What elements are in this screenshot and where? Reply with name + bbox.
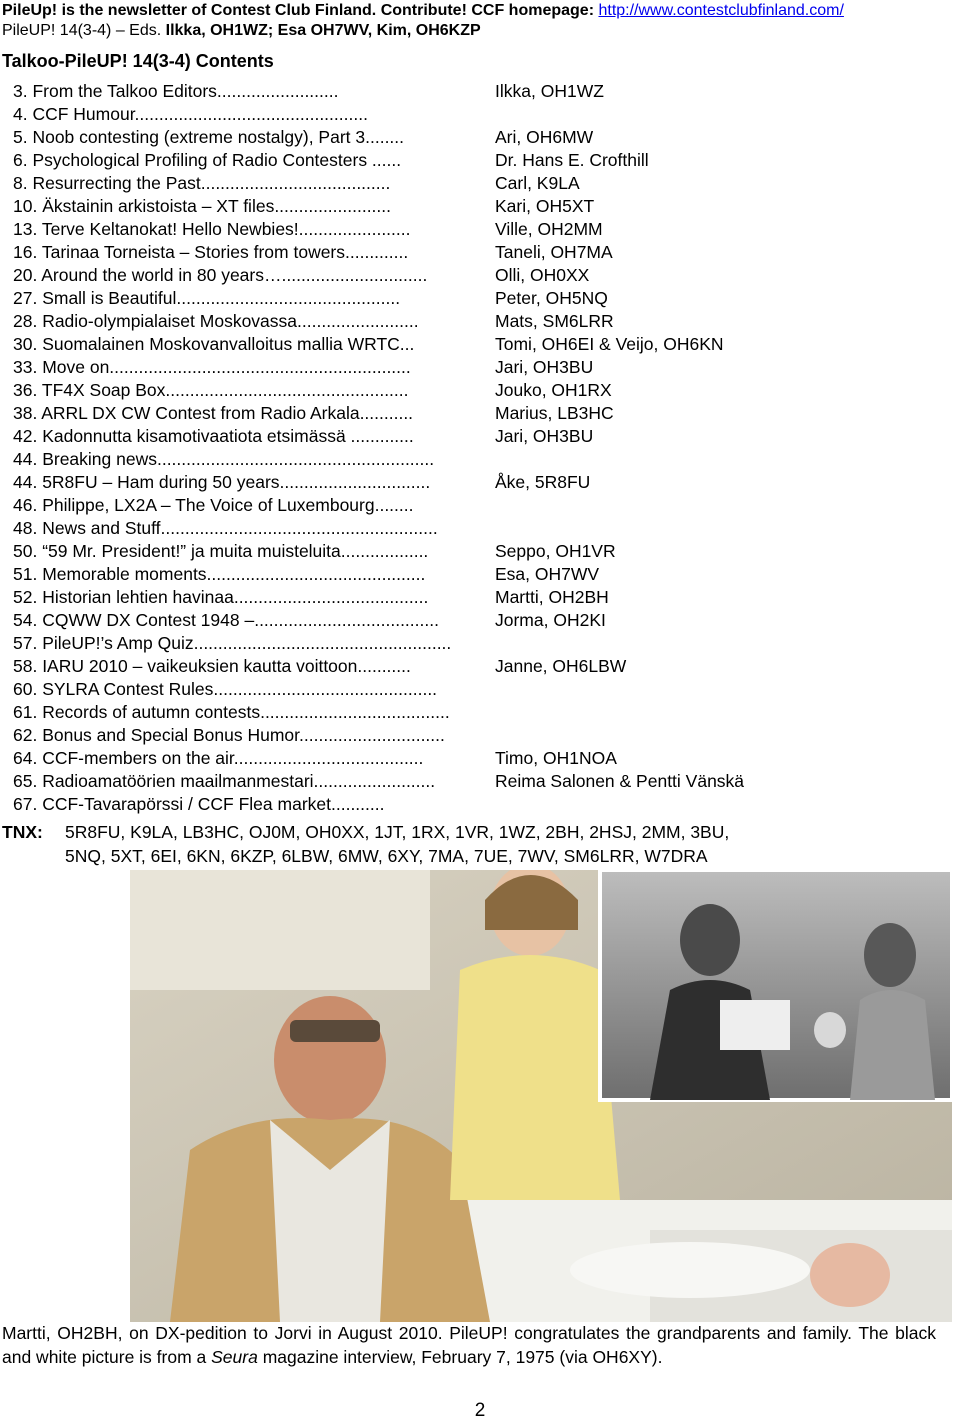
toc-entry [13, 218, 943, 241]
toc-entry-author: Marius, LB3HC [495, 403, 614, 423]
toc-entry-author: Peter, OH5NQ [495, 288, 608, 308]
toc-entry-title: 64. CCF-members on the air....................................... [13, 748, 424, 768]
family-photo [130, 870, 952, 1322]
newsletter-header-line [2, 1, 844, 21]
toc-entry-title: 33. Move on.............................................................. [13, 357, 411, 377]
toc-entry [13, 701, 943, 724]
toc-entry-author: Carl, K9LA [495, 173, 580, 193]
toc-entry-author: Mats, SM6LRR [495, 311, 614, 331]
page-number: 2 [474, 1400, 486, 1421]
issue-editors-line [2, 21, 481, 41]
toc-entry-title: 46. Philippe, LX2A – The Voice of Luxembourg........ [13, 495, 414, 515]
toc-entry-title: 57. PileUP!’s Amp Quiz..................................................... [13, 633, 452, 653]
toc-entry [13, 80, 943, 103]
toc-entry-title: 20. Around the world in 80 years….............................. [13, 265, 428, 285]
toc-entry [13, 310, 943, 333]
toc-entry [13, 793, 943, 816]
toc-entry [13, 379, 943, 402]
homepage-link[interactable]: http://www.contestclubfinland.com/ [598, 2, 844, 19]
toc-entry-title: 6. Psychological Profiling of Radio Contesters ...... [13, 150, 402, 170]
toc-entry-title: 51. Memorable moments............................................. [13, 564, 426, 584]
issue-label: PileUP! 14(3-4) – Eds. [2, 22, 166, 39]
toc-entry-author: Jari, OH3BU [495, 357, 594, 377]
toc-entry [13, 172, 943, 195]
toc-entry [13, 609, 943, 632]
toc-entry [13, 770, 943, 793]
caption-text-start: Martti, OH2BH, on DX-pedition to Jorvi in August 2010. PileUP! congratulates the grandparents and family. The black and white picture is from a [2, 1323, 936, 1367]
toc-entry [13, 632, 943, 655]
toc-entry-title: 38. ARRL DX CW Contest from Radio Arkala........... [13, 403, 414, 423]
toc-entry-author: Martti, OH2BH [495, 587, 609, 607]
toc-entry-author: Esa, OH7WV [495, 564, 600, 584]
toc-entry-title: 44. Breaking news......................................................... [13, 449, 435, 469]
toc-entry-author: Reima Salonen & Pentti Vänskä [495, 771, 745, 791]
toc-entry-title: 3. From the Talkoo Editors......................... [13, 81, 339, 101]
toc-entry [13, 264, 943, 287]
toc-entry-author: Åke, 5R8FU [495, 472, 591, 492]
toc-entry [13, 517, 943, 540]
thanks-label: TNX: [2, 822, 43, 842]
toc-entry [13, 103, 943, 126]
caption-text-end: magazine interview, February 7, 1975 (via OH6XY). [257, 1347, 663, 1367]
toc-entry-title: 10. Äkstainin arkistoista – XT files........................ [13, 196, 392, 216]
toc-entry-title: 13. Terve Keltanokat! Hello Newbies!....................... [13, 219, 411, 239]
toc-entry [13, 586, 943, 609]
toc-entry [13, 425, 943, 448]
toc-entry-author: Olli, OH0XX [495, 265, 590, 285]
toc-entry [13, 333, 943, 356]
toc-entry-title: 62. Bonus and Special Bonus Humor.............................. [13, 725, 445, 745]
header-intro: PileUp! is the newsletter of Contest Club Finland. Contribute! CCF homepage: [2, 2, 599, 19]
toc-entry [13, 747, 943, 770]
toc-entry-title: 4. CCF Humour................................................ [13, 104, 368, 124]
toc-entry [13, 356, 943, 379]
table-of-contents [13, 80, 943, 816]
toc-entry-title: 50. “59 Mr. President!” ja muita muisteluita.................. [13, 541, 429, 561]
toc-entry [13, 471, 943, 494]
photo-illustration [130, 870, 952, 1322]
thanks-line-2: 5NQ, 5XT, 6EI, 6KN, 6KZP, 6LBW, 6MW, 6XY, 7MA, 7UE, 7WV, SM6LRR, W7DRA [65, 846, 708, 866]
thanks-line-1: 5R8FU, K9LA, LB3HC, OJ0M, OH0XX, 1JT, 1RX, 1VR, 1WZ, 2BH, 2HSJ, 2MM, 3BU, [65, 822, 730, 842]
toc-entry-author: Kari, OH5XT [495, 196, 595, 216]
toc-entry-author: Janne, OH6LBW [495, 656, 627, 676]
toc-entry-author: Timo, OH1NOA [495, 748, 617, 768]
toc-entry [13, 149, 943, 172]
toc-entry-title: 5. Noob contesting (extreme nostalgy), Part 3........ [13, 127, 405, 147]
toc-entry-title: 30. Suomalainen Moskovanvalloitus mallia WRTC... [13, 334, 415, 354]
toc-entry-title: 44. 5R8FU – Ham during 50 years............................... [13, 472, 431, 492]
contents-title: Talkoo-PileUP! 14(3-4) Contents [2, 51, 274, 71]
toc-entry-title: 8. Resurrecting the Past....................................... [13, 173, 391, 193]
toc-entry [13, 494, 943, 517]
toc-entry [13, 724, 943, 747]
toc-entry [13, 287, 943, 310]
toc-entry-title: 48. News and Stuff......................................................... [13, 518, 438, 538]
toc-entry [13, 241, 943, 264]
toc-entry-author: Tomi, OH6EI & Veijo, OH6KN [495, 334, 724, 354]
toc-entry-author: Ilkka, OH1WZ [495, 81, 604, 101]
toc-entry-author: Jorma, OH2KI [495, 610, 606, 630]
toc-entry-author: Seppo, OH1VR [495, 541, 616, 561]
toc-entry-title: 60. SYLRA Contest Rules.............................................. [13, 679, 438, 699]
toc-entry-title: 54. CQWW DX Contest 1948 –...................................... [13, 610, 439, 630]
toc-entry-author: Jari, OH3BU [495, 426, 594, 446]
toc-entry-title: 16. Tarinaa Torneista – Stories from towers............. [13, 242, 409, 262]
toc-entry [13, 126, 943, 149]
toc-entry-title: 58. IARU 2010 – vaikeuksien kautta voittoon........... [13, 656, 411, 676]
toc-entry-author: Taneli, OH7MA [495, 242, 613, 262]
toc-entry-title: 42. Kadonnutta kisamotivaatiota etsimässä ............. [13, 426, 414, 446]
toc-entry-title: 36. TF4X Soap Box.................................................. [13, 380, 409, 400]
toc-entry-title: 65. Radioamatöörien maailmanmestari......................... [13, 771, 436, 791]
toc-entry [13, 195, 943, 218]
toc-entry [13, 678, 943, 701]
toc-entry-title: 28. Radio-olympialaiset Moskovassa......................... [13, 311, 419, 331]
toc-entry-title: 52. Historian lehtien havinaa........................................ [13, 587, 429, 607]
toc-entry [13, 563, 943, 586]
toc-entry-title: 67. CCF-Tavarapörssi / CCF Flea market........... [13, 794, 385, 814]
toc-entry [13, 655, 943, 678]
toc-entry-title: 61. Records of autumn contests....................................... [13, 702, 450, 722]
magazine-name: Seura [211, 1347, 258, 1367]
toc-entry [13, 540, 943, 563]
toc-entry-author: Ari, OH6MW [495, 127, 594, 147]
photo-caption [2, 1321, 936, 1369]
toc-entry-author: Ville, OH2MM [495, 219, 603, 239]
toc-entry-title: 27. Small is Beautiful.............................................. [13, 288, 401, 308]
editors-names: Ilkka, OH1WZ; Esa OH7WV, Kim, OH6KZP [165, 22, 481, 39]
toc-entry-author: Jouko, OH1RX [495, 380, 612, 400]
toc-entry-author: Dr. Hans E. Crofthill [495, 150, 649, 170]
toc-entry [13, 402, 943, 425]
toc-entry [13, 448, 943, 471]
